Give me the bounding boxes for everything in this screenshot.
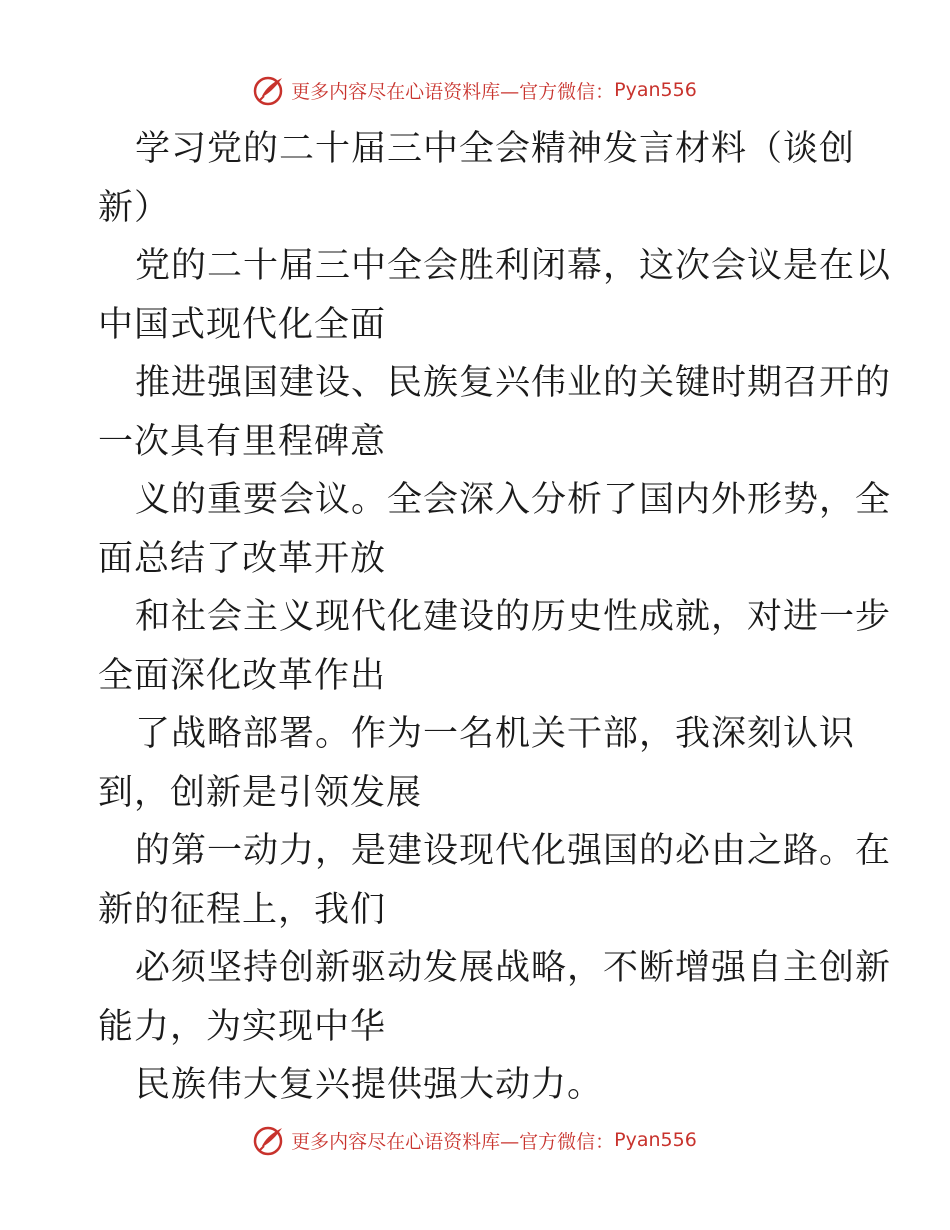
quill-logo-icon [253,74,285,106]
paragraph-line: 新的征程上，我们 [98,889,387,930]
paragraph [98,354,892,471]
document-body [98,120,892,1115]
header-banner [0,70,950,110]
paragraph [98,120,858,237]
paragraph-line: 的第一动力，是建设现代化强国的必由之路。在 [135,831,892,871]
paragraph [98,939,892,1056]
paragraph-line: 学习党的二十届三中全会精神发言材料（谈创 [135,129,856,169]
paragraph [98,822,892,939]
paragraph-line: 了战略部署。作为一名机关干部，我深刻认识 [135,714,856,754]
paragraph-line: 能力，为实现中华 [98,1006,387,1047]
paragraph-line: 新） [98,187,171,228]
paragraph-line: 面总结了改革开放 [98,538,387,579]
paragraph-line: 推进强国建设、民族复兴伟业的关键时期召开的 [135,363,892,403]
paragraph [98,237,892,354]
header-wechat-id: Pyan556 [614,79,697,101]
paragraph-line: 党的二十届三中全会胜利闭幕，这次会议是在以 [135,246,892,286]
header-brand-text: 更多内容尽在心语资料库—官方微信： [291,80,615,103]
paragraph-line: 中国式现代化全面 [98,304,387,345]
paragraph [98,471,892,588]
paragraph-line: 到，创新是引领发展 [98,772,423,813]
footer-wechat-id: Pyan556 [614,1129,697,1151]
paragraph-line: 义的重要会议。全会深入分析了国内外形势，全 [135,480,892,520]
quill-logo-icon [253,1124,285,1156]
paragraph-line: 和社会主义现代化建设的历史性成就，对进一步 [135,597,892,637]
paragraph-line: 一次具有里程碑意 [98,421,387,462]
paragraph [98,1056,858,1115]
paragraph [98,705,858,822]
footer-brand-text: 更多内容尽在心语资料库—官方微信： [291,1130,615,1153]
paragraph-line: 民族伟大复兴提供强大动力。 [135,1065,604,1105]
paragraph-line: 全面深化改革作出 [98,655,387,696]
paragraph [98,588,892,705]
paragraph-line: 必须坚持创新驱动发展战略，不断增强自主创新 [135,948,892,988]
footer-banner [0,1120,950,1160]
